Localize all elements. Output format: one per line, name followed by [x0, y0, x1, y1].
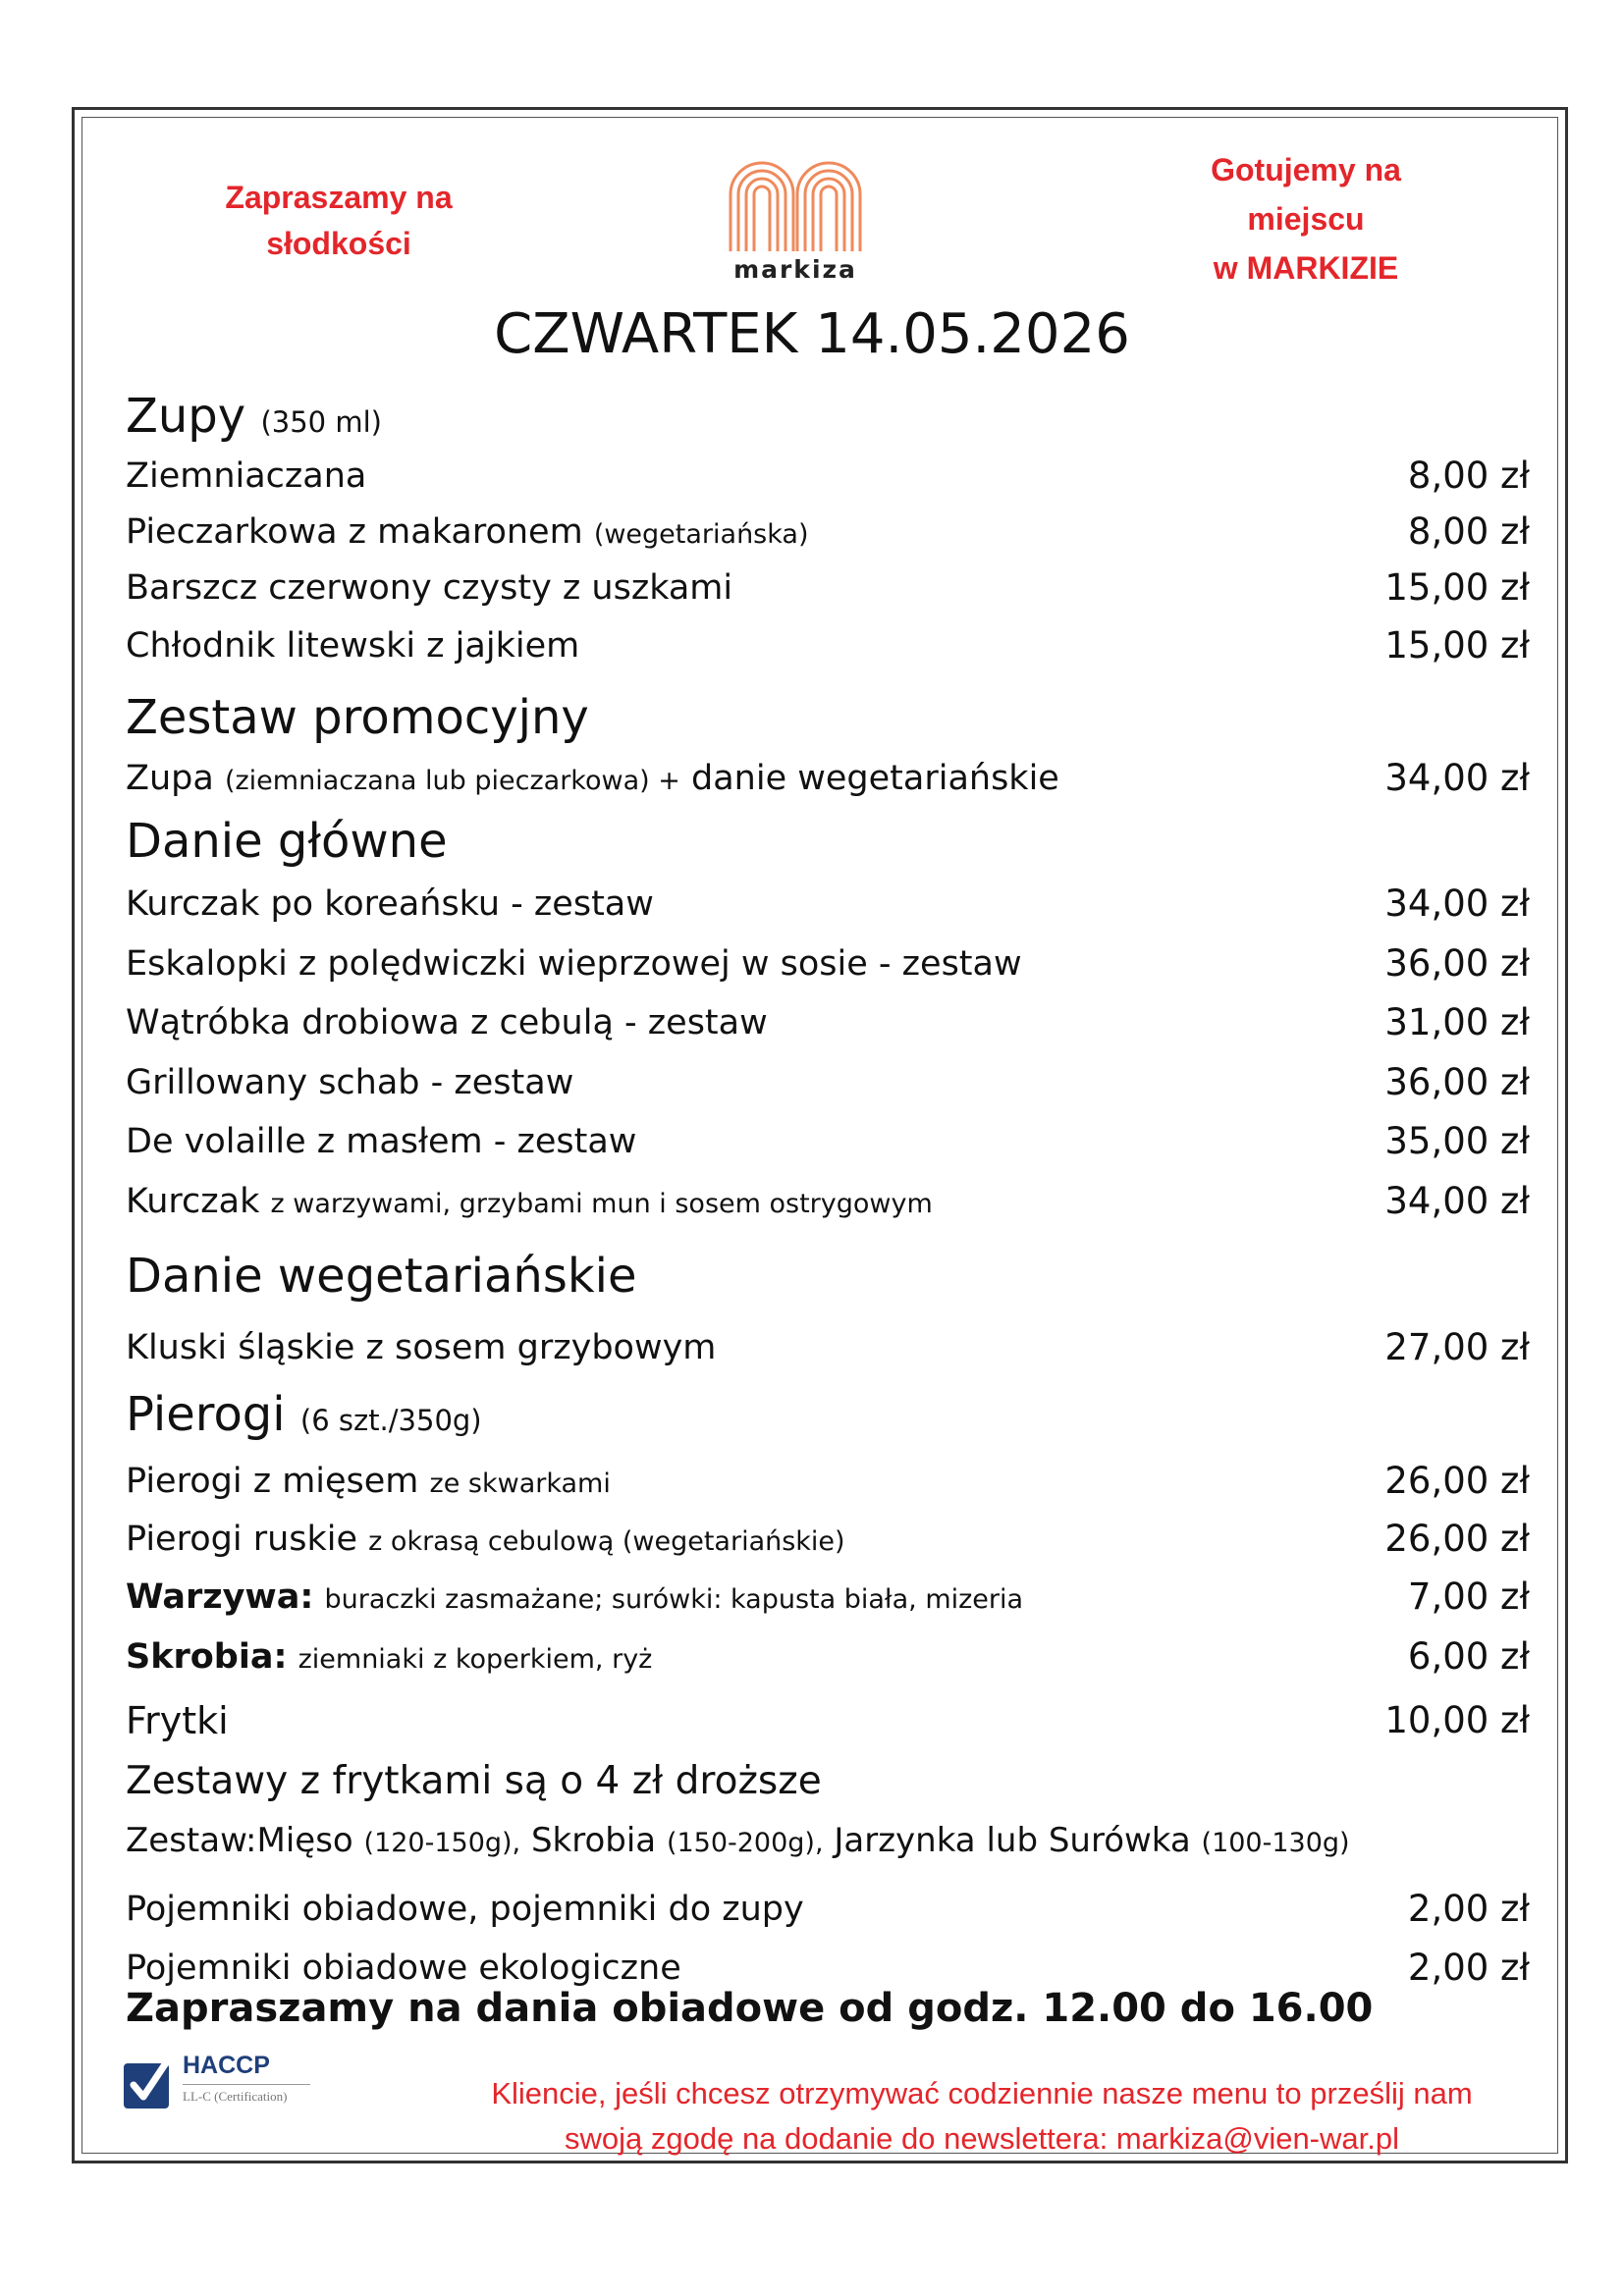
section-heading-label: Danie główne: [126, 814, 448, 869]
menu-item-name: Pieczarkowa z makaronem (wegetariańska): [126, 512, 809, 552]
menu-item: [126, 1174, 1530, 1229]
menu-item-name: Frytki: [126, 1699, 229, 1742]
section-heading-pierogi: [126, 1385, 482, 1450]
menu-item-price: 35,00 zł: [1384, 1120, 1530, 1162]
section-heading-note: (6 szt./350g): [299, 1404, 482, 1437]
promo-sweets-line-2: słodkości: [266, 226, 411, 261]
haccp-check-icon: [122, 2057, 173, 2112]
set-composition-text: Zestaw:Mięso (120-150g), Skrobia (150-200g), Jarzynka lub Surówka (100-130g): [126, 1821, 1350, 1860]
section-heading-promo-set: [126, 688, 589, 747]
opening-hours-banner: Zapraszamy na dania obiadowe od godz. 12.00 do 16.00: [126, 1986, 1374, 2031]
menu-item-name: Eskalopki z polędwiczki wieprzowej w sosie - zestaw: [126, 944, 1022, 984]
menu-item-price: 10,00 zł: [1384, 1699, 1530, 1741]
menu-item-name: Warzywa: buraczki zasmażane; surówki: kapusta biała, mizeria: [126, 1577, 1024, 1617]
menu-item: [126, 751, 1530, 806]
menu-item: [126, 995, 1530, 1050]
menu-item-name: Skrobia: ziemniaki z koperkiem, ryż: [126, 1637, 653, 1677]
menu-item-note: (ziemniaczana lub pieczarkowa) +: [224, 766, 680, 796]
menu-item: [126, 561, 1530, 615]
menu-item: [126, 1114, 1530, 1169]
section-heading-soups: [126, 387, 382, 452]
menu-item-name: Pojemniki obiadowe, pojemniki do zupy: [126, 1890, 804, 1929]
menu-item-price: 8,00 zł: [1407, 454, 1530, 497]
haccp-title: HACCP: [183, 2052, 270, 2079]
section-heading-main: [126, 812, 448, 871]
promo-cooking: [1159, 145, 1453, 293]
menu-item-note: buraczki zasmażane; surówki: kapusta biała, mizeria: [324, 1584, 1024, 1615]
menu-item: [126, 1320, 1530, 1375]
markiza-logo-icon: [727, 155, 864, 253]
menu-item: [126, 1055, 1530, 1110]
menu-item-name: Ziemniaczana: [126, 456, 367, 496]
menu-item-price: 36,00 zł: [1384, 942, 1530, 985]
menu-item-price: 15,00 zł: [1384, 566, 1530, 609]
promo-sweets: [211, 175, 466, 267]
menu-item-price: 7,00 zł: [1407, 1575, 1530, 1618]
menu-item-price: 26,00 zł: [1384, 1460, 1530, 1502]
menu-item: [126, 1629, 1530, 1684]
promo-cooking-line-1: Gotujemy na miejscu: [1211, 152, 1401, 237]
section-heading-label: Pierogi: [126, 1387, 286, 1442]
markiza-logo: [712, 155, 879, 293]
menu-item-name: Chłodnik litewski z jajkiem: [126, 626, 580, 666]
menu-item-note: ziemniaki z koperkiem, ryż: [298, 1644, 653, 1675]
fries-surcharge-text: Zestawy z frytkami są o 4 zł droższe: [126, 1759, 822, 1803]
promo-cooking-line-2: w MARKIZIE: [1213, 250, 1399, 286]
menu-item-price: 36,00 zł: [1384, 1061, 1530, 1103]
menu-item: [126, 877, 1530, 932]
section-heading-note: (350 ml): [260, 405, 382, 439]
menu-date-title: CZWARTEK 14.05.2026: [494, 302, 1130, 366]
menu-item-name: Zupa (ziemniaczana lub pieczarkowa) + danie wegetariańskie: [126, 759, 1059, 798]
menu-item-price: 2,00 zł: [1407, 1888, 1530, 1930]
menu-item-price: 2,00 zł: [1407, 1947, 1530, 1989]
menu-item: [126, 449, 1530, 504]
menu-item-price: 34,00 zł: [1384, 882, 1530, 925]
menu-item: [126, 1570, 1530, 1625]
section-heading-label: Danie wegetariańskie: [126, 1249, 637, 1304]
newsletter-line-1: Kliencie, jeśli chcesz otrzymywać codziennie nasze menu to prześlij nam: [491, 2076, 1473, 2110]
menu-item-name: Kurczak po koreańsku - zestaw: [126, 884, 654, 924]
menu-item: [126, 1454, 1530, 1509]
menu-item-name: Pierogi z mięsem ze skwarkami: [126, 1462, 611, 1501]
menu-item-price: 8,00 zł: [1407, 510, 1530, 553]
menu-item: [126, 505, 1530, 560]
menu-item-price: 34,00 zł: [1384, 1180, 1530, 1222]
menu-item-note: z okrasą cebulową (wegetariańskie): [368, 1526, 845, 1557]
logo-wordmark: markiza: [733, 255, 857, 284]
menu-item-name: Barszcz czerwony czysty z uszkami: [126, 568, 733, 608]
menu-item-name: Kurczak z warzywami, grzybami mun i sosem ostrygowym: [126, 1182, 933, 1221]
menu-item-price: 34,00 zł: [1384, 757, 1530, 799]
menu-item-note: ze skwarkami: [429, 1468, 611, 1499]
menu-item: [126, 618, 1530, 673]
haccp-divider: [183, 2084, 310, 2085]
menu-item-name: Kluski śląskie z sosem grzybowym: [126, 1328, 717, 1367]
haccp-badge: [122, 2052, 318, 2130]
section-heading-vegetarian: [126, 1247, 637, 1306]
menu-item-name: Pojemniki obiadowe ekologiczne: [126, 1949, 681, 1988]
menu-item: [126, 1512, 1530, 1567]
menu-item-price: 6,00 zł: [1407, 1635, 1530, 1678]
section-heading-label: Zupy: [126, 389, 246, 444]
promo-sweets-line-1: Zapraszamy na: [225, 180, 453, 215]
menu-item: [126, 1693, 1530, 1748]
menu-item: [126, 1882, 1530, 1937]
menu-item-note: z warzywami, grzybami mun i sosem ostrygowym: [270, 1189, 933, 1219]
newsletter-notice: [432, 2071, 1532, 2162]
menu-item-price: 26,00 zł: [1384, 1518, 1530, 1560]
menu-item-name: Wątróbka drobiowa z cebulą - zestaw: [126, 1003, 768, 1042]
menu-item: [126, 936, 1530, 991]
menu-item-name: Pierogi ruskie z okrasą cebulową (wegetariańskie): [126, 1520, 845, 1559]
menu-item-price: 15,00 zł: [1384, 624, 1530, 667]
menu-item-name: Grillowany schab - zestaw: [126, 1063, 574, 1102]
menu-item-note: (wegetariańska): [593, 519, 809, 550]
set-composition-info: [126, 1813, 1530, 1868]
newsletter-line-2: swoją zgodę na dodanie do newslettera: markiza@vien-war.pl: [565, 2121, 1399, 2156]
menu-item-price: 27,00 zł: [1384, 1326, 1530, 1368]
haccp-subtitle: LL-C (Certification): [183, 2089, 288, 2104]
menu-item-price: 31,00 zł: [1384, 1001, 1530, 1043]
menu-item-name: De volaille z masłem - zestaw: [126, 1122, 637, 1161]
fries-surcharge-note: [126, 1754, 1530, 1809]
section-heading-label: Zestaw promocyjny: [126, 690, 589, 745]
